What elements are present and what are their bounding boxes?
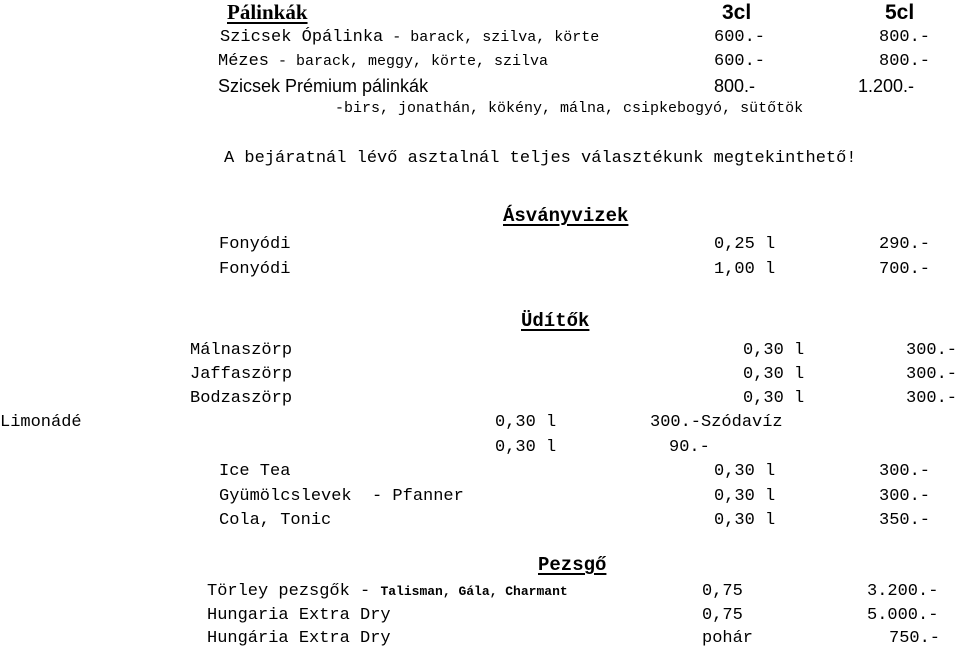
asvanyvizek-heading: Ásványvizek	[503, 205, 629, 227]
item-price: 300.-Szódavíz	[650, 413, 783, 432]
item-name: Málnaszörp	[190, 341, 293, 360]
item-brands: Talisman, Gála, Charmant	[380, 584, 568, 599]
palinkak-heading: Pálinkák	[227, 0, 308, 24]
item-name: Hungaria Extra Dry	[207, 606, 391, 625]
item-name: Törley pezsgők -	[207, 582, 381, 601]
palinka-name: Mézes	[218, 52, 270, 71]
item-size: 0,75	[702, 606, 743, 625]
palinka-name: Szicsek Ópálinka	[220, 28, 384, 47]
item-price: 300.-	[906, 341, 958, 360]
item-name: Fonyódi	[219, 260, 291, 279]
palinka-varieties: - barack, szilva, körte	[383, 29, 600, 46]
item-price: 5.000.-	[867, 606, 939, 625]
col-header-5cl: 5cl	[885, 1, 915, 24]
item-size: 0,30 l	[495, 438, 557, 457]
item-size: 0,30 l	[714, 462, 776, 481]
palinka-price-5cl: 800.-	[879, 28, 931, 47]
item-size: 0,30 l	[743, 389, 805, 408]
item-size: 0,75	[702, 582, 743, 601]
item-price: 700.-	[879, 260, 931, 279]
palinka-price-5cl: 800.-	[879, 52, 931, 71]
item-size: 0,30 l	[714, 511, 776, 530]
item-name: Ice Tea	[219, 462, 291, 481]
item-size: 0,30 l	[495, 413, 557, 432]
item-name: Cola, Tonic	[219, 511, 332, 530]
col-header-3cl: 3cl	[722, 1, 752, 24]
item-size: 0,30 l	[743, 341, 805, 360]
item-name: Limonádé	[0, 413, 82, 432]
item-name: Fonyódi	[219, 235, 291, 254]
item-price: 90.-	[669, 438, 710, 457]
selection-notice: A bejáratnál lévő asztalnál teljes választékunk megtekinthető!	[224, 149, 857, 168]
item-price: 750.-	[889, 629, 941, 648]
palinka-price-5cl: 1.200.-	[858, 76, 915, 96]
item-size: 1,00 l	[714, 260, 776, 279]
item-size: 0,30 l	[743, 365, 805, 384]
item-name: Gyümölcslevek - Pfanner	[219, 487, 464, 506]
item-price: 300.-	[906, 389, 958, 408]
item-price: 350.-	[879, 511, 931, 530]
item-price: 300.-	[906, 365, 958, 384]
item-size: pohár	[702, 629, 754, 648]
palinka-name: Szicsek Prémium pálinkák	[218, 76, 429, 96]
item-name: Jaffaszörp	[190, 365, 293, 384]
item-size: 0,30 l	[714, 487, 776, 506]
palinka-price-3cl: 600.-	[714, 52, 766, 71]
item-price: 300.-	[879, 462, 931, 481]
palinka-varieties: - barack, meggy, körte, szilva	[269, 53, 549, 70]
item-name: Bodzaszörp	[190, 389, 293, 408]
palinka-price-3cl: 600.-	[714, 28, 766, 47]
item-name: Hungária Extra Dry	[207, 629, 391, 648]
pezsgo-heading: Pezsgő	[538, 554, 607, 576]
item-price: 290.-	[879, 235, 931, 254]
palinka-price-3cl: 800.-	[714, 76, 756, 96]
item-price: 300.-	[879, 487, 931, 506]
item-price: 3.200.-	[867, 582, 939, 601]
item-size: 0,25 l	[714, 235, 776, 254]
premium-varieties-note: -birs, jonathán, kökény, málna, csipkebogyó, sütőtök	[335, 100, 804, 117]
uditok-heading: Üdítők	[521, 310, 590, 332]
